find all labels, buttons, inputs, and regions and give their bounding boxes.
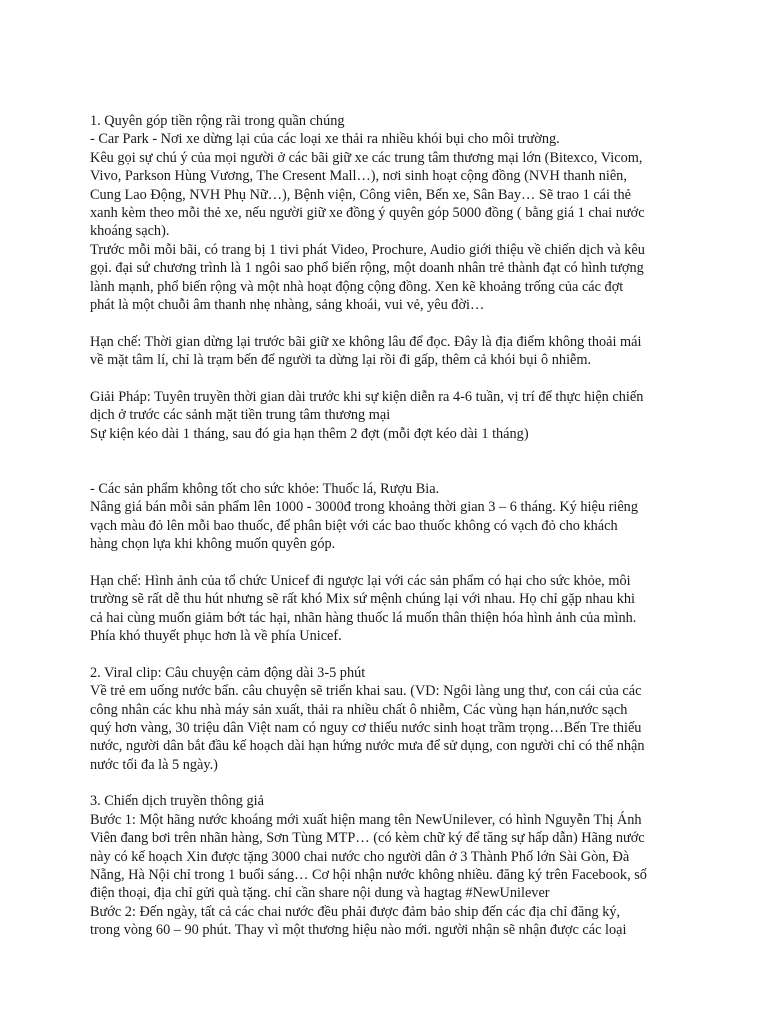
text-line: 3. Chiến dịch truyền thông giả [90,793,264,810]
text-line: Phía khó thuyết phục hơn là về phía Unicef. [90,627,342,644]
text-line: trường sẽ rất dễ thu hút nhưng sẽ rất khó Mix sứ mệnh chúng lại với nhau. Họ chỉ gặp nhau khi [90,591,636,608]
text-line: Kêu gọi sự chú ý của mọi người ở các bãi giữ xe các trung tâm thương mại lớn (Bitexco, Vicom, [90,149,643,166]
text-line: phát là một chuỗi âm thanh nhẹ nhàng, sảng khoái, vui vẻ, yêu đời… [90,296,485,313]
text-line: - Các sản phẩm không tốt cho sức khỏe: Thuốc lá, Rượu Bia. [90,480,440,497]
text-line: cả hai cùng muốn giảm bớt tác hại, nhãn hàng thuốc lá muốn thân thiện hóa hình ảnh của mình. [90,609,637,626]
text-line: vạch màu đỏ lên mỗi bao thuốc, để phân biệt với các bao thuốc không có vạch đỏ cho khách [90,517,618,534]
text-line: Nâng giá bán mỗi sản phẩm lên 1000 - 3000đ trong khoảng thời gian 3 – 6 tháng. Ký hiệu riêng [90,499,638,516]
text-line: hàng chọn lựa khi không muốn quyên góp. [90,535,336,552]
blank-line [90,443,690,461]
text-line: - Car Park - Nơi xe dừng lại của các loại xe thải ra nhiều khói bụi cho môi trường. [90,131,560,148]
text-line: gọi. đại sứ chương trình là 1 ngôi sao phổ biến rộng, một doanh nhân trẻ thành đạt có hình tượng [90,260,644,277]
text-line: Giải Pháp: Tuyên truyền thời gian dài trước khi sự kiện diễn ra 4-6 tuần, vị trí để thực hiện chiến [90,388,644,405]
text-line: Bước 1: Một hãng nước khoáng mới xuất hiện mang tên NewUnilever, có hình Nguyễn Thị Ánh [90,811,642,828]
text-line: trong vòng 60 – 90 phút. Thay vì một thương hiệu nào mới. người nhận sẽ nhận được các loại [90,922,627,939]
text-line: Sự kiện kéo dài 1 tháng, sau đó gia hạn thêm 2 đợt (mỗi đợt kéo dài 1 tháng) [90,425,529,442]
text-line: Viên đang bơi trên nhãn hàng, Sơn Tùng MTP… (có kèm chữ ký để tăng sự hấp dẫn) Hãng nước [90,830,645,847]
text-line: 1. Quyên góp tiền rộng rãi trong quần chúng [90,113,345,129]
text-line: Về trẻ em uống nước bẩn. câu chuyện sẽ triển khai sau. (VD: Ngôi làng ung thư, con cái của các [90,683,642,700]
text-line: Nẵng, Hà Nội chỉ trong 1 buổi sáng… Cơ hội nhận nước không nhiều. đăng ký trên Facebook, số [90,867,647,884]
text-line: dịch ở trước các sảnh mặt tiền trung tâm thương mại [90,407,391,424]
document-body [90,112,690,940]
text-line: này có kế hoạch Xin được tặng 3000 chai nước cho người dân ở 3 Thành Phố lớn Sài Gòn, Đà [90,848,630,865]
text-line: nước tối đa là 5 ngày.) [90,756,218,773]
blank-line [90,314,690,332]
text-line: lành mạnh, phổ biến rộng và một nhà hoạt động cộng đồng. Xen kẽ khoảng trống của các đợt [90,278,624,295]
text-line: Bước 2: Đến ngày, tất cả các chai nước đều phải được đảm bảo ship đến các địa chỉ đăng ký, [90,903,621,920]
text-line: Hạn chế: Thời gian dừng lại trước bãi giữ xe không lâu để đọc. Đây là địa điểm không thoải mái [90,333,642,350]
blank-line [90,645,690,663]
blank-line [90,553,690,571]
text-line: xanh kèm theo mỗi thẻ xe, nếu người giữ xe đồng ý quyên góp 5000 đồng ( bằng giá 1 chai nước [90,204,645,221]
text-line: khoáng sạch). [90,223,170,240]
text-line: về mặt tâm lí, chỉ là trạm bến để người ta dừng lại rồi đi gấp, thêm cả khói bụi ô nhiễm. [90,352,592,369]
text-line: Hạn chế: Hình ảnh của tổ chức Unicef đi ngược lại với các sản phẩm có hại cho sức khỏe, môi [90,572,631,589]
text-line: nước, người dân bắt đầu kế hoạch dài hạn hứng nước mưa để sử dụng, con người chỉ có thể nhận [90,738,645,755]
blank-line [90,774,690,792]
blank-line [90,369,690,387]
text-line: Trước mỗi mỗi bãi, có trang bị 1 tivi phát Video, Prochure, Audio giới thiệu về chiến dịch và kêu [90,241,645,258]
text-line: Vivo, Parkson Hùng Vương, The Cresent Mall…), nơi sinh hoạt cộng đồng (NVH thanh niên, [90,168,627,185]
text-line: công nhân các khu nhà máy sản xuất, thải ra nhiều chất ô nhiễm, Các vùng hạn hán,nước sạch [90,701,628,718]
text-line: quý hơn vàng, 30 triệu dân Việt nam có nguy cơ thiếu nước sinh hoạt trầm trọng…Bến Tre thiếu [90,719,642,736]
text-line: 2. Viral clip: Câu chuyện cảm động dài 3-5 phút [90,664,366,681]
text-line: điện thoại, địa chỉ gửi quà tặng. chỉ cần share nội dung và hagtag #NewUnilever [90,885,550,902]
text-line: Cung Lao Động, NVH Phụ Nữ…), Bệnh viện, Công viên, Bến xe, Sân Bay… Sẽ trao 1 cái thẻ [90,186,632,203]
blank-line [90,461,690,479]
